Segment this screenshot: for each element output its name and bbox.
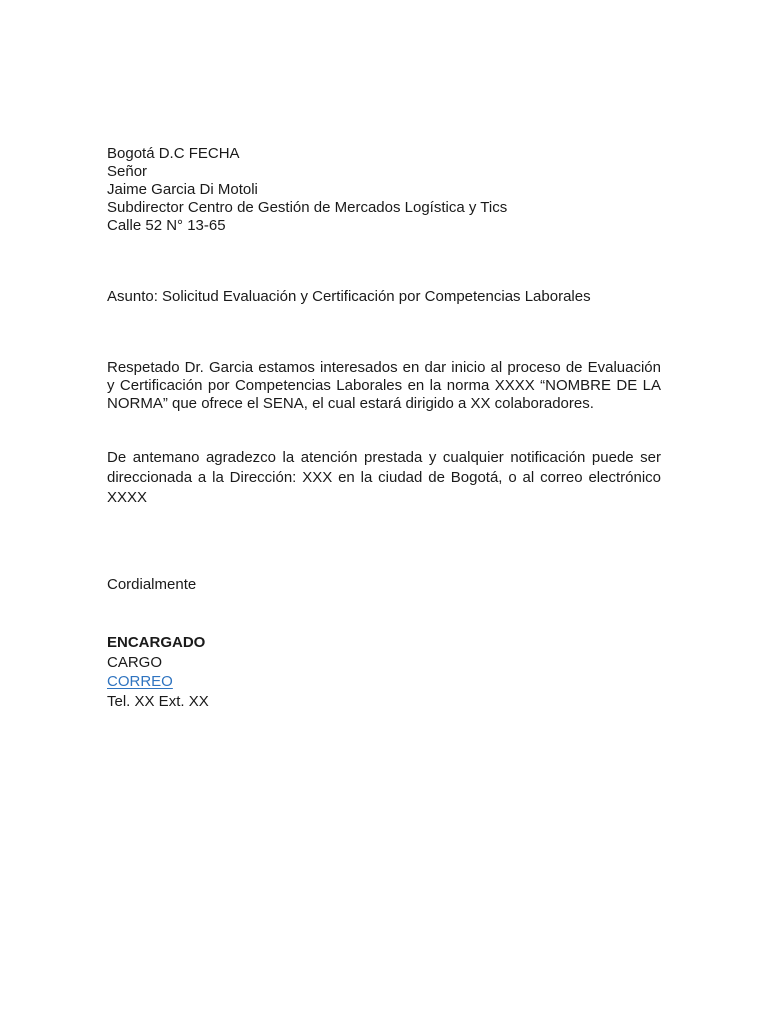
signer-phone: Tel. XX Ext. XX <box>107 692 209 710</box>
letter-header <box>107 145 661 235</box>
signer-position: CARGO <box>107 653 163 671</box>
date-line: Bogotá D.C FECHA <box>107 145 240 162</box>
recipient-position: Subdirector Centro de Gestión de Mercados Logística y Tics <box>107 199 508 216</box>
recipient-address: Calle 52 N° 13-65 <box>107 217 226 234</box>
signer-email-link[interactable]: CORREO <box>107 673 173 690</box>
salutation-title: Señor <box>107 163 148 180</box>
body-paragraph-1: Respetado Dr. Garcia estamos interesados en dar inicio al proceso de Evaluación y Certificación por Competencias Laborales en la norma XXXX “NOMBRE DE LA NORMA” que ofrece el SENA, el cual estará dirigido a XX colaboradores. <box>107 359 661 412</box>
body-paragraph-2: De antemano agradezco la atención prestada y cualquier notificación puede ser direccionada a la Dirección: XXX en la ciudad de Bogotá, o al correo electrónico XXXX <box>107 449 661 506</box>
recipient-name: Jaime Garcia Di Motoli <box>107 181 258 198</box>
signature-block <box>107 633 661 711</box>
subject-line <box>107 288 661 306</box>
signer-name: ENCARGADO <box>107 634 206 651</box>
subject-text: Asunto: Solicitud Evaluación y Certificación por Competencias Laborales <box>107 288 591 305</box>
closing <box>107 576 661 594</box>
closing-text: Cordialmente <box>107 576 197 593</box>
